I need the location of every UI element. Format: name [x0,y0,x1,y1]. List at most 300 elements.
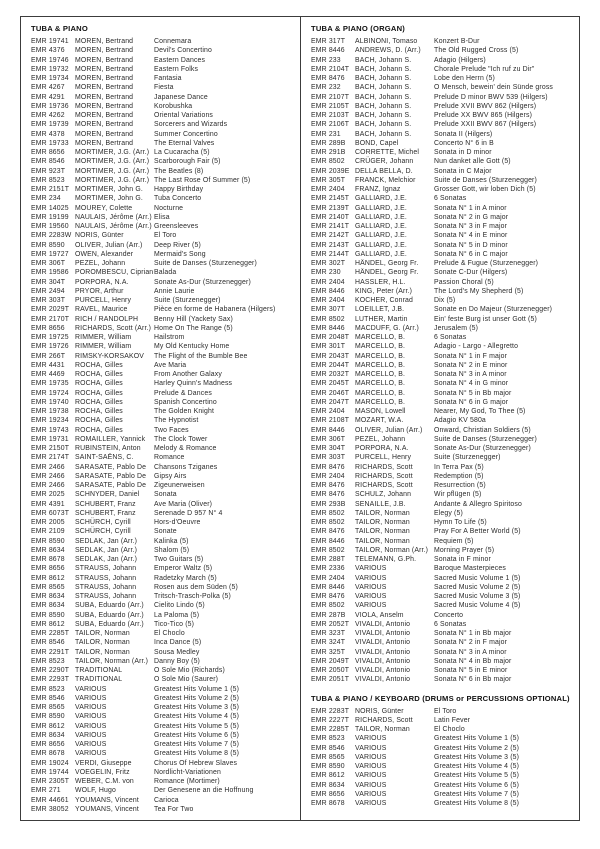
ref-cell: EMR 4262 [31,112,65,119]
title-cell: 6 Sonatas [434,334,467,341]
title-cell: Radetzky March (5) [154,574,217,582]
ref-cell: EMR 304T [311,445,346,452]
title-cell: Jerusalem (5) [434,324,479,332]
title-cell: Sonate As-Dur (Sturzenegger) [154,278,251,286]
title-cell: Greatest Hits Volume 6 (5) [154,731,240,739]
title-cell: Concerto N° 6 in B [434,139,494,147]
composer-cell: MARCELLO, B. [355,361,406,369]
composer-cell: VARIOUS [75,741,107,748]
composer-cell: SCHUBERT, Franz [75,500,136,508]
table-row [31,352,294,361]
ref-cell: EMR 2032T [311,371,350,378]
table-row [311,407,573,416]
ref-cell: EMR 19741 [31,38,69,45]
composer-cell: MARCELLO, B. [355,389,406,397]
composer-cell: HÄNDEL, Georg Fr. [355,269,419,277]
composer-cell: SENAILLE, J.B. [355,500,406,508]
composer-cell: MORTIMER, John G. [75,186,143,193]
table-row [311,638,573,647]
composer-cell: PORPORA, N.A. [75,278,129,286]
title-cell: Sonata N° 1 in Bb major [434,630,512,637]
composer-cell: DELLA BELLA, D. [355,167,413,175]
title-cell: Latin Fever [434,716,471,724]
title-cell: Sonata II (Hilgers) [434,130,493,138]
composer-cell: ROCHA, Gilles [75,398,123,406]
section-title: TUBA & PIANO / KEYBOARD (DRUMS or PERCUSSIONS OPTIONAL) [311,693,570,703]
catalog-section [311,694,573,809]
ref-cell: EMR 8612 [31,574,65,582]
composer-cell: BACH, Johann S. [355,75,412,82]
title-cell: Two Faces [154,426,189,434]
composer-cell: VERDI, Giuseppe [75,759,132,767]
title-cell: Chorale Prelude "Ich ruf zu Dir" [434,65,535,73]
column-left [21,17,300,820]
ref-cell: EMR 8634 [31,546,65,554]
ref-cell: EMR 230 [311,269,341,277]
ref-cell: EMR 8656 [31,565,65,573]
table-row [311,435,573,444]
table-row [31,213,294,222]
ref-cell: EMR 2050T [311,667,350,674]
title-cell: Nun danket alle Gott (5) [434,158,511,166]
composer-cell: VARIOUS [75,713,107,721]
table-row [31,666,294,675]
composer-cell: VIVALDI, Antonio [355,620,411,628]
ref-cell: EMR 8523 [31,685,65,693]
composer-cell: SEDLAK, Jan (Arr.) [75,546,138,554]
title-cell: Devil's Concertino [154,47,213,55]
title-cell: Adagio (Hilgers) [434,56,486,64]
composer-cell: ROCHA, Gilles [75,408,123,415]
composer-cell: MOREN, Bertrand [75,56,134,64]
table-row [31,231,294,240]
ref-cell: EMR 8565 [311,753,345,761]
title-cell: Sonata N° 4 in Bb major [434,657,512,665]
composer-cell: VARIOUS [355,763,387,770]
table-row [311,753,573,762]
table-row [31,111,294,120]
ref-cell: EMR 2039E [311,167,350,175]
table-row [31,83,294,92]
ref-cell: EMR 8590 [31,241,65,249]
ref-cell: EMR 19586 [31,269,69,277]
ref-cell: EMR 19743 [31,426,69,434]
composer-cell: VARIOUS [75,704,107,711]
composer-cell: TRADITIONAL [75,667,123,674]
composer-cell: VARIOUS [355,781,387,789]
ref-cell: EMR 19735 [31,380,69,388]
ref-cell: EMR 2494 [31,287,65,295]
ref-cell: EMR 2103T [311,112,350,119]
title-cell: Sonata N° 5 in D minor [434,241,508,249]
title-cell: Sonata N° 4 in G minor [434,380,509,388]
composer-cell: TAILOR, Norman [75,630,130,637]
title-cell: Concerto [434,611,464,619]
title-cell: Sonate C-Dur (Hilgers) [434,269,508,277]
table-row [31,555,294,564]
ref-cell: EMR 2466 [31,463,65,471]
composer-cell: PEZEL, Johann [75,260,126,267]
title-cell: Spanish Concertino [154,398,217,406]
table-row [31,157,294,166]
catalog-section [31,24,294,814]
composer-cell: BACH, Johann S. [355,112,412,119]
composer-cell: GALLIARD, J.E. [355,232,407,240]
table-row [31,241,294,250]
table-row [31,712,294,721]
ref-cell: EMR 2144T [311,250,350,258]
ref-cell: EMR 8546 [31,158,65,166]
composer-cell: VARIOUS [75,750,107,758]
ref-cell: EMR 302T [311,260,346,267]
table-row [31,703,294,712]
table-row [31,46,294,55]
composer-cell: NORIS, Günter [355,707,404,715]
table-row [311,250,573,259]
title-cell: Passion Choral (5) [434,278,494,286]
ref-cell: EMR 8656 [31,324,65,332]
ref-cell: EMR 8590 [31,611,65,619]
composer-cell: MARCELLO, B. [355,343,406,351]
composer-cell: TAILOR, Norman [75,639,130,647]
composer-cell: MORTIMER, J.G. (Arr.) [75,158,150,166]
title-cell: Nearer, My God, To Thee (5) [434,408,526,415]
ref-cell: EMR 2290T [31,667,70,674]
ref-cell: EMR 4291 [31,93,65,101]
table-row [311,222,573,231]
title-cell: Ave Maria [154,361,187,369]
table-row [31,722,294,731]
ref-cell: EMR 8523 [31,657,65,665]
title-cell: Fiesta [154,84,174,92]
ref-cell: EMR 6073T [31,509,70,517]
title-cell: Sonata N° 1 in F major [434,352,508,360]
table-row [311,120,573,129]
ref-cell: EMR 8546 [311,744,345,752]
composer-cell: VARIOUS [355,602,387,610]
table-row [31,629,294,638]
ref-cell: EMR 19736 [31,102,69,110]
ref-cell: EMR 2051T [311,676,350,684]
ref-cell: EMR 8446 [311,537,345,545]
ref-cell: EMR 19724 [31,389,69,397]
table-row [311,509,573,518]
composer-cell: VARIOUS [75,722,107,730]
composer-cell: ROCHA, Gilles [75,371,123,378]
title-cell: Greatest Hits Volume 8 (5) [434,800,520,807]
composer-cell: YOUMANS, Vincent [75,796,139,804]
title-cell: Sonate [154,528,177,536]
composer-cell: CORRETTE, Michel [355,149,420,156]
composer-cell: VIVALDI, Antonio [355,630,411,637]
composer-cell: MOREN, Bertrand [75,130,134,138]
title-cell: Eastern Dances [154,56,206,64]
table-row [311,315,573,324]
table-row [31,685,294,694]
table-row [311,611,573,620]
title-cell: Hymn To Life (5) [434,519,487,526]
ref-cell: EMR 2285T [311,726,350,733]
title-cell: Romance (Mortimer) [154,778,220,785]
title-cell: Suite de Danses (Sturzenegger) [434,435,537,443]
title-cell: Sacred Music Volume 4 (5) [434,602,521,610]
title-cell: Sonata N° 2 in F major [434,639,508,647]
title-cell: Resurrection (5) [434,482,486,489]
title-cell: Sacred Music Volume 3 (5) [434,593,521,600]
title-cell: Chansons Tziganes [154,463,218,471]
table-row [311,490,573,499]
composer-cell: BACH, Johann S. [355,65,412,73]
table-row [31,648,294,657]
table-row [31,777,294,786]
column-right [300,17,579,820]
composer-cell: PORPORA, N.A. [355,445,409,452]
composer-cell: GALLIARD, J.E. [355,241,407,249]
composer-cell: TAILOR, Norman [355,509,410,517]
title-cell: Sonata [154,491,177,499]
title-cell: Deep River (5) [154,241,201,249]
table-row [311,592,573,601]
composer-cell: VARIOUS [355,593,387,600]
title-cell: The Clock Tower [154,435,208,443]
title-cell: Greatest Hits Volume 1 (5) [434,735,520,743]
ref-cell: EMR 234 [31,195,61,203]
composer-cell: ROCHA, Gilles [75,417,123,425]
title-cell: Chorus Of Hebrew Slaves [154,759,238,767]
table-row [311,734,573,743]
title-cell: The Flight of the Bumble Bee [154,352,248,360]
title-cell: Fantasia [154,75,182,82]
composer-cell: MORTIMER, John G. [75,195,143,203]
ref-cell: EMR 8612 [311,772,345,780]
composer-cell: KOCHER, Conrad [355,297,414,304]
table-row [311,629,573,638]
title-cell: El Toro [434,707,457,715]
ref-cell: EMR 2466 [31,482,65,489]
table-row [311,204,573,213]
composer-cell: MOREN, Bertrand [75,112,134,119]
title-cell: El Toro [154,232,177,240]
table-row [31,204,294,213]
table-row [311,657,573,666]
ref-cell: EMR 14025 [31,204,69,212]
composer-cell: ROMAILLER, Yannick [75,435,146,443]
ref-cell: EMR 2170T [31,315,70,323]
composer-cell: GALLIARD, J.E. [355,195,407,203]
table-row [311,46,573,55]
table-row [311,527,573,536]
composer-cell: TAILOR, Norman [355,519,410,526]
composer-cell: VARIOUS [355,574,387,582]
table-row [311,37,573,46]
composer-cell: SCHULZ, Johann [355,491,412,499]
composer-cell: BACH, Johann S. [355,102,412,110]
composer-cell: RICHARDS, Scott [355,472,413,480]
ref-cell: EMR 2404 [311,574,345,582]
composer-cell: SUBA, Eduardo (Arr.) [75,602,144,610]
ref-cell: EMR 8656 [31,741,65,748]
composer-cell: VOEGELIN, Fritz [75,768,130,776]
title-cell: Greatest Hits Volume 4 (5) [154,713,240,721]
table-row [311,716,573,725]
title-cell: In Terra Pax (5) [434,463,484,471]
title-cell: Sonata N° 2 in G major [434,213,509,221]
table-row [31,305,294,314]
composer-cell: MOREN, Bertrand [75,93,134,101]
title-cell: The Last Rose Of Summer (5) [154,176,251,184]
title-cell: Connemara [154,38,192,45]
table-row [31,481,294,490]
title-cell: Baroque Masterpieces [434,565,506,573]
table-row [311,93,573,102]
ref-cell: EMR 4391 [31,500,65,508]
composer-cell: SARASATE, Pablo De [75,482,147,489]
ref-cell: EMR 2404 [311,278,345,286]
table-row [311,398,573,407]
table-row [31,472,294,481]
table-row [311,370,573,379]
ref-cell: EMR 4267 [31,84,65,92]
title-cell: Greatest Hits Volume 8 (5) [154,750,240,758]
table-row [31,694,294,703]
title-cell: Greatest Hits Volume 7 (5) [154,741,240,748]
composer-cell: HÄNDEL, Georg Fr. [355,260,419,267]
composer-cell: MOREN, Bertrand [75,102,134,110]
composer-cell: NORIS, Günter [75,232,124,240]
table-row [31,250,294,259]
title-cell: Suite de Danses (Sturzenegger) [154,260,257,267]
table-row [31,407,294,416]
table-row [311,305,573,314]
composer-cell: SCHÜRCH, Cyrill [75,528,131,536]
ref-cell: EMR 2105T [311,102,350,110]
title-cell: Sonata N° 3 in A minor [434,648,507,656]
table-row [31,74,294,83]
table-row [311,583,573,592]
composer-cell: MORTIMER, J.G. (Arr.) [75,149,150,156]
table-row [31,120,294,129]
composer-cell: GALLIARD, J.E. [355,223,407,230]
title-cell: Elegy (5) [434,509,463,517]
table-row [31,259,294,268]
title-cell: Lobe den Herrn (5) [434,75,495,82]
ref-cell: EMR 8446 [311,324,345,332]
table-row [31,611,294,620]
ref-cell: EMR 19731 [31,435,69,443]
composer-cell: ROCHA, Gilles [75,361,123,369]
table-row [31,167,294,176]
table-row [31,805,294,814]
table-row [31,509,294,518]
composer-cell: MOUREY, Colette [75,204,133,212]
title-cell: Oriental Variations [154,112,214,119]
table-row [31,490,294,499]
ref-cell: EMR 8565 [31,583,65,591]
table-row [311,130,573,139]
title-cell: Dix (5) [434,297,456,304]
ref-cell: EMR 2045T [311,380,350,388]
title-cell: Der Genesene an die Hoffnung [154,787,254,795]
title-cell: Tuba Concerto [154,195,202,203]
composer-cell: SEDLAK, Jan (Arr.) [75,537,138,545]
composer-cell: NAULAIS, Jérôme (Arr.) [75,213,152,221]
composer-cell: RICHARDS, Scott [355,716,413,724]
table-row [311,744,573,753]
title-cell: Greatest Hits Volume 3 (5) [434,753,520,761]
table-row [31,148,294,157]
table-row [31,583,294,592]
ref-cell: EMR 8523 [311,735,345,743]
table-row [31,796,294,805]
title-cell: Sousa Medley [154,648,200,656]
composer-cell: PURCELL, Henry [75,297,132,304]
table-row [31,296,294,305]
title-cell: Hailstrom [154,334,185,341]
composer-cell: SARASATE, Pablo De [75,472,147,480]
ref-cell: EMR 19740 [31,398,69,406]
table-row [311,268,573,277]
table-row [311,342,573,351]
title-cell: Sonata N° 2 in E minor [434,361,508,369]
ref-cell: EMR 2291T [31,648,70,656]
table-row [311,389,573,398]
composer-cell: MACDUFF, G. (Arr.) [355,324,419,332]
title-cell: Wir pflügen (5) [434,491,482,499]
table-row [31,130,294,139]
composer-cell: VARIOUS [355,753,387,761]
composer-cell: MORTIMER, J.G. (Arr.) [75,167,150,175]
table-row [311,707,573,716]
composer-cell: TRADITIONAL [75,676,123,684]
ref-cell: EMR 8590 [31,537,65,545]
table-row [31,93,294,102]
title-cell: Cielito Lindo (5) [154,602,205,610]
composer-cell: MARCELLO, B. [355,334,406,341]
ref-cell: EMR 289B [311,139,346,147]
table-row [31,416,294,425]
ref-cell: EMR 303T [31,297,66,304]
composer-cell: MARCELLO, B. [355,380,406,388]
composer-cell: WOLF, Hugo [75,787,116,795]
ref-cell: EMR 19746 [31,56,69,64]
composer-cell: RAVEL, Maurice [75,306,128,314]
ref-cell: EMR 324T [311,639,346,647]
composer-cell: MASON, Lowell [355,408,406,415]
composer-cell: MOREN, Bertrand [75,47,134,55]
composer-cell: SUBA, Eduardo (Arr.) [75,611,144,619]
title-cell: The Beatles (8) [154,167,204,175]
composer-cell: FRANZ, Ignaz [355,186,401,193]
composer-cell: MOREN, Bertrand [75,65,134,73]
title-cell: Sonata N° 5 in E minor [434,667,508,674]
composer-cell: HASSLER, H.L. [355,278,406,286]
composer-cell: VIVALDI, Antonio [355,667,411,674]
title-cell: Tea For Two [154,805,194,813]
ref-cell: EMR 8634 [311,781,345,789]
ref-cell: EMR 8476 [311,482,345,489]
table-row [31,333,294,342]
ref-cell: EMR 2283W [31,232,72,240]
title-cell: Prelude D minor BWV 539 (Hilgers) [434,93,548,101]
ref-cell: EMR 2046T [311,389,350,397]
ref-cell: EMR 2143T [311,241,350,249]
title-cell: Adagio KV 580a [434,417,486,425]
table-row [311,102,573,111]
composer-cell: TAILOR, Norman (Arr.) [75,657,149,665]
ref-cell: EMR 2141T [311,223,350,230]
ref-cell: EMR 323T [311,630,346,637]
table-row [31,731,294,740]
